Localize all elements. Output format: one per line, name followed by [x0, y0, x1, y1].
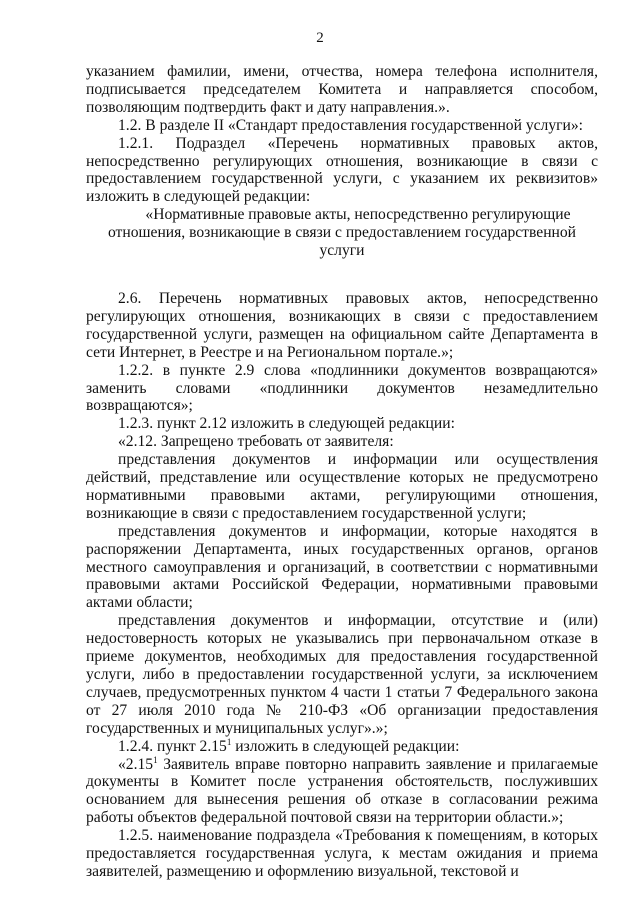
- paragraph-1-2-5: 1.2.5. наименование подраздела «Требования к помещениям, в которых предоставляется государственная услуга, к местам ожидания и приема заявителей, размещению и оформлению визуальной, текстовой и: [86, 827, 598, 880]
- quoted-subsection-heading: «Нормативные правовые акты, непосредственно регулирующие отношения, возникающие в связи с предоставлением государственной услуги: [107, 206, 577, 260]
- paragraph-1-2-3: 1.2.3. пункт 2.12 изложить в следующей редакции:: [118, 415, 455, 433]
- paragraph-2-15-1: [86, 756, 598, 828]
- paragraph-1-2: 1.2. В разделе II «Стандарт предоставления государственной услуги»:: [118, 116, 583, 134]
- blank-line: [86, 260, 598, 290]
- paragraph-2-12: «2.12. Запрещено требовать от заявителя:: [118, 433, 394, 451]
- page-number: 2: [316, 30, 324, 46]
- paragraph-1-2-2: 1.2.2. в пункте 2.9 слова «подлинники документов возвращаются» заменить словами «подлинники документов незамедлительно возвращаются»;: [86, 361, 598, 415]
- text-span: изложить в следующей редакции:: [231, 737, 460, 755]
- superscript: 1: [226, 736, 232, 747]
- paragraph-1-2-4: [86, 738, 598, 756]
- superscript: 1: [153, 754, 158, 765]
- paragraph-continuation: указанием фамилии, имени, отчества, номера телефона исполнителя, подписывается председателем Комитета и направляется способом, позволяющим подтвердить факт и дату направления.».: [86, 63, 598, 116]
- paragraph-2-12-item-2: представления документов и информации, которые находятся в распоряжении Департамента, иных государственных органов, органов местного самоуправления и организаций, в соответствии с нормативными правовыми актами Российской Федерации, нормативными правовыми актами области;: [86, 522, 598, 612]
- text-span: «2.15: [118, 755, 154, 773]
- paragraph-2-12-item-3: представления документов и информации, отсутствие и (или) недостоверность которых не указывались при первоначальном отказе в приеме документов, необходимых для предоставления государственной услуги, либо в предоставлении государственной услуги, за исключением случаев, предусмотренных пунктом 4 части 1 статьи 7 Федерального закона от 27 июля 2010 года № 210-ФЗ «Об организации предоставления государственных и муниципальных услуг».»;: [86, 612, 598, 737]
- text-span: 1.2.4. пункт 2.15: [118, 737, 227, 755]
- document-body: [86, 63, 598, 881]
- paragraph-2-6: 2.6. Перечень нормативных правовых актов, непосредственно регулирующих отношения, возникающих в связи с предоставлением государственной услуги, размещен на официальном сайте Департамента в сети Интернет, в Реестре и на Региональном портале.»;: [86, 289, 598, 361]
- paragraph-2-12-item-1: представления документов и информации или осуществления действий, представление или осуществление которых не предусмотрено нормативными правовыми актами, регулирующими отношения, возникающие в связи с предоставлением государственной услуги;: [86, 451, 598, 522]
- text-span: Заявитель вправе повторно направить заявление и прилагаемые документы в Комитет после устранения обстоятельств, послуживших основанием для вынесения решения об отказе в согласовании режима работы объектов федеральной почтовой связи на территории области.»;: [86, 755, 598, 827]
- paragraph-1-2-1: 1.2.1. Подраздел «Перечень нормативных правовых актов, непосредственно регулирующих отношения, возникающие в связи с предоставлением государственной услуги, с указанием их реквизитов» изложить в следующей редакции:: [86, 134, 598, 206]
